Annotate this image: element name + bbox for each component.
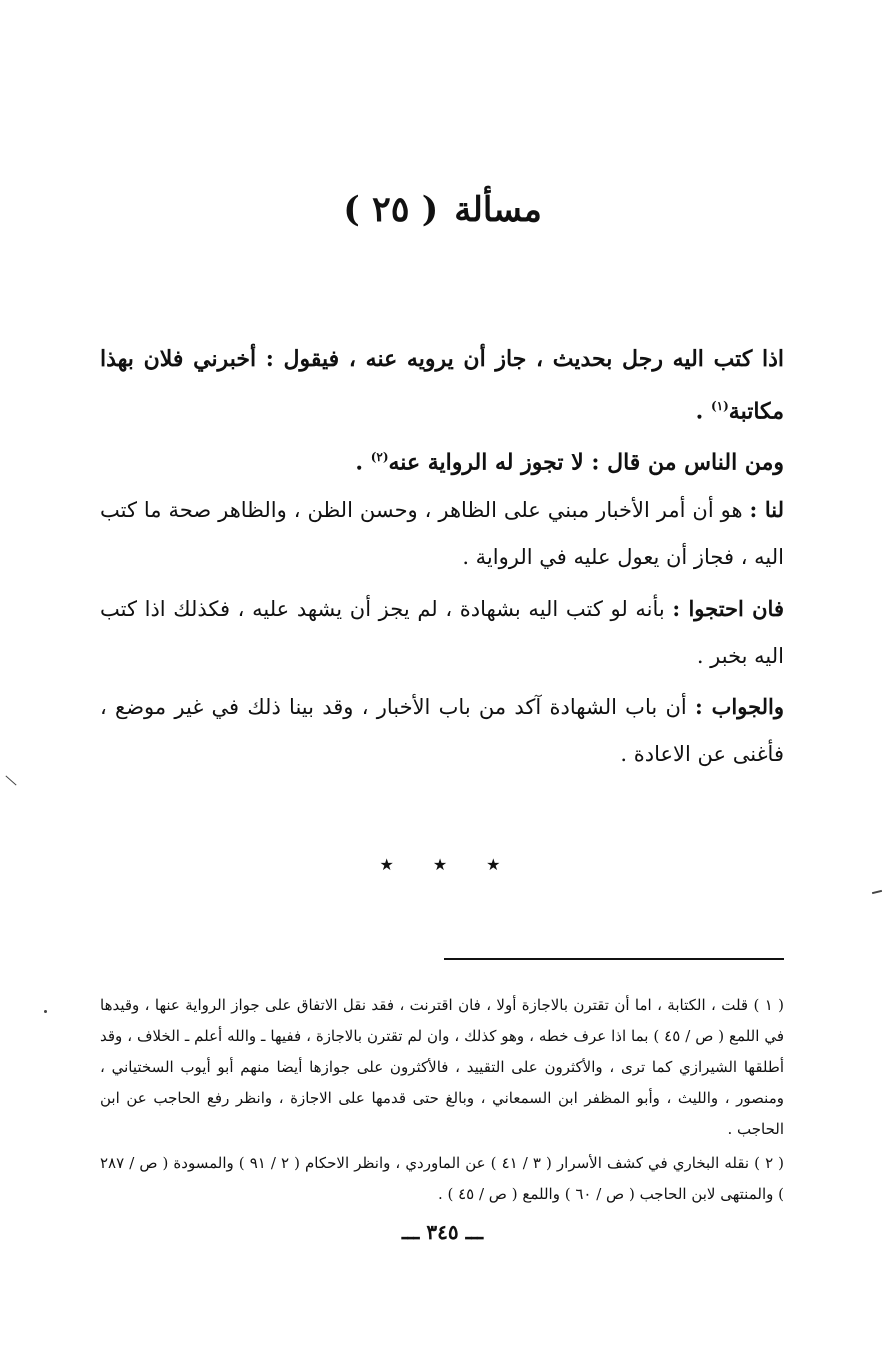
scan-speck <box>5 775 16 785</box>
paragraph-text: بأنه لو كتب اليه بشهادة ، لم يجز أن يشهد عليه ، فكذلك اذا كتب اليه بخبر . <box>100 597 784 668</box>
scan-speck <box>872 890 882 894</box>
star-icon: ★ <box>486 855 501 874</box>
heading-word: مسألة <box>454 190 542 230</box>
paragraph-argument <box>100 486 784 581</box>
paragraph-objection <box>100 585 784 680</box>
paragraph-end: . <box>695 398 711 425</box>
paragraph-opposing-view <box>100 434 784 486</box>
footnote-1: ( ١ ) قلت ، الكتابة ، اما أن تقترن بالاجازة أولا ، فان اقترنت ، فقد نقل الاتفاق على جواز الرواية عنها ، وقيدها في اللمع ( ص / ٤٥ ) بما اذا عرف خطه ، وهو كذلك ، وان لم تقترن بالاجازة ، ففيها ـ والله أعلم ـ الخلاف ، وقد أطلقها الشيرازي كما ترى ، والأكثرون على التقييد ، فالأكثرون على جوازها أيضا منهم أبو أيوب السختياني ، ومنصور ، والليث ، وأبو المظفر ابن السمعاني ، وبالغ حتى قدمها على الاجازة ، وانظر رفع الحاجب عن ابن الحاجب . <box>100 996 784 1138</box>
paragraph-text: أن باب الشهادة آكد من باب الأخبار ، وقد بينا ذلك في غير موضع ، فأغنى عن الاعادة . <box>100 695 784 766</box>
section-separator <box>360 850 520 880</box>
paragraph-text: اذا كتب اليه رجل بحديث ، جاز أن يرويه عنه ، فيقول : أخبرني فلان بهذا مكاتبة <box>100 346 784 425</box>
paragraph-statement <box>100 336 784 435</box>
star-icon: ★ <box>432 855 448 874</box>
paragraph-lead: لنا : <box>749 497 784 522</box>
footnote-reference: (٢) <box>370 450 389 464</box>
paragraph-answer <box>100 683 784 778</box>
page-number: ـــ ٣٤٥ ـــ <box>401 1220 484 1244</box>
paragraph-text: ومن الناس من قال : لا تجوز له الرواية عنه <box>388 449 784 476</box>
chapter-heading <box>0 183 885 237</box>
paragraph-lead: والجواب : <box>694 694 784 719</box>
paragraph-lead: فان احتجوا : <box>672 596 784 621</box>
paragraph-end: . <box>355 449 371 476</box>
scan-speck <box>44 1010 47 1013</box>
heading-number: ( ٢٥ ) <box>343 189 439 230</box>
footnote-reference: (١) <box>710 399 729 413</box>
star-icon: ★ <box>379 855 394 874</box>
footnote-2: ( ٢ ) نقله البخاري في كشف الأسرار ( ٣ / ٤١ ) عن الماوردي ، وانظر الاحكام ( ٢ / ٩١ ) والمسودة ( ص / ٢٨٧ ) والمنتهى لابن الحاجب ( ص / ٦٠ ) واللمع ( ص / ٤٥ ) . <box>100 1154 785 1203</box>
footnote-divider <box>444 958 784 960</box>
paragraph-text: هو أن أمر الأخبار مبني على الظاهر ، وحسن الظن ، والظاهر صحة ما كتب اليه ، فجاز أن يعول عليه في الرواية . <box>100 498 784 569</box>
